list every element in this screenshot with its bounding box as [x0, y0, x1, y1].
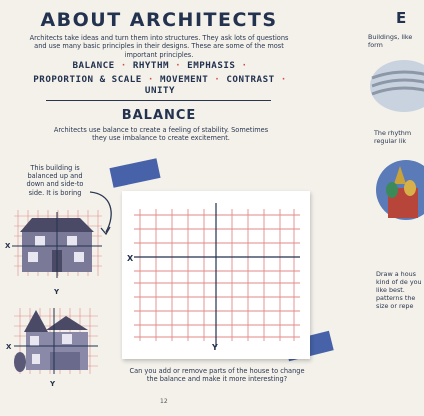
tape-decoration — [109, 158, 160, 188]
page-title: ABOUT ARCHITECTS — [40, 9, 278, 31]
intro-text: Architects take ideas and turn them into structures. They ask lots of questions and use many basic principles in their designs. These are some of the most important principles. — [29, 34, 289, 59]
section-divider — [46, 100, 271, 101]
right-text-1: Buildings, like form — [368, 33, 413, 49]
separator-dot: · — [280, 74, 287, 85]
building-photo-rhythm — [368, 58, 416, 114]
principle-balance: BALANCE — [72, 60, 115, 71]
separator-dot: · — [214, 74, 221, 85]
principles-row-2 — [20, 74, 300, 96]
principles-row-1 — [20, 60, 300, 71]
balance-grid — [122, 191, 310, 359]
principle-contrast: CONTRAST — [226, 74, 275, 85]
principle-proportion-scale: PROPORTION & SCALE — [33, 74, 142, 85]
right-text-3: Draw a hous kind of de you like best. patterns the size or repe — [376, 270, 422, 310]
house-caption: This building is balanced up and down and side-to side. It is boring — [26, 164, 84, 197]
right-page-title-fragment: E — [396, 9, 407, 27]
balance-grid-card — [122, 191, 310, 359]
victorian-house-illustration — [6, 306, 106, 378]
balanced-house-illustration — [4, 206, 104, 286]
separator-dot: · — [175, 60, 182, 71]
principle-unity: UNITY — [144, 85, 176, 96]
section-title: BALANCE — [121, 108, 197, 123]
right-text-2: The rhythm regular lik — [374, 129, 412, 145]
separator-dot: · — [120, 60, 127, 71]
cathedral-photo — [370, 158, 416, 220]
axis-y-label: Y — [50, 380, 56, 388]
axis-y-label: Y — [212, 343, 218, 352]
separator-dot: · — [241, 60, 248, 71]
axis-x-label: X — [5, 242, 11, 250]
section-intro: Architects use balance to create a feeling of stability. Sometimes they use imbalance to create excitement. — [53, 126, 269, 143]
axis-x-label: X — [127, 254, 134, 263]
grid-question: Can you add or remove parts of the house to change the balance and make it more interesting? — [129, 367, 305, 384]
separator-dot: · — [147, 74, 154, 85]
principle-emphasis: EMPHASIS — [187, 60, 236, 71]
axis-y-label: Y — [54, 288, 60, 296]
principle-movement: MOVEMENT — [159, 74, 209, 85]
principle-rhythm: RHYTHM — [132, 60, 170, 71]
page-number: 12 — [160, 398, 168, 405]
axis-x-label: X — [6, 343, 12, 351]
